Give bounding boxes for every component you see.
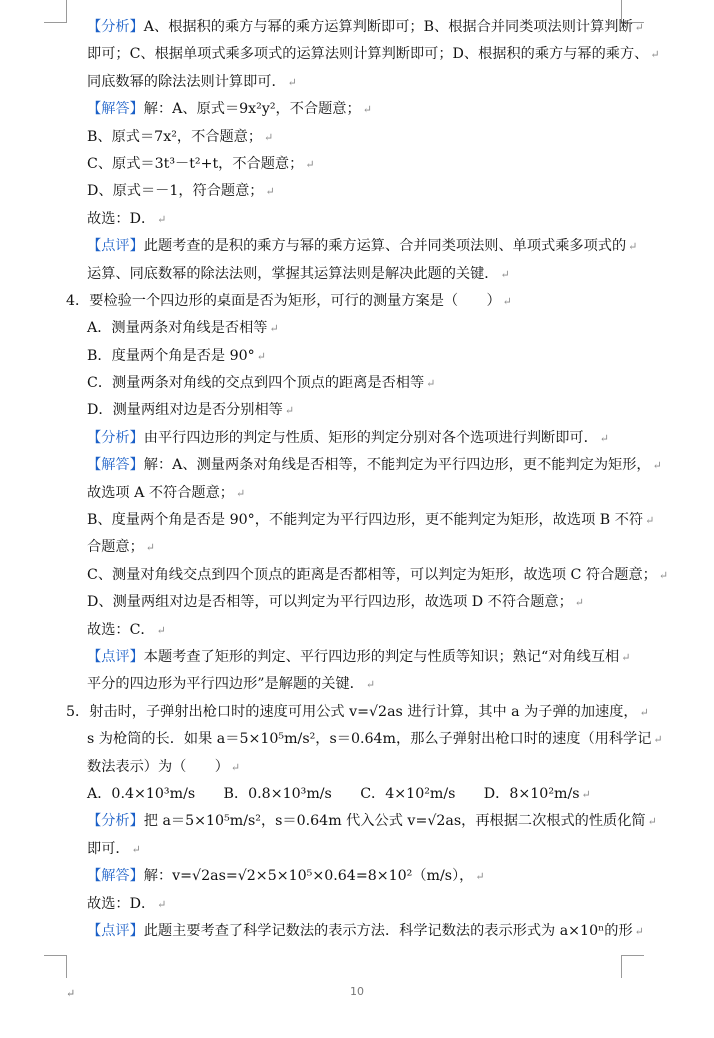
line-text: D．测量两组对边是否分别相等 <box>87 402 283 419</box>
page-number: 10 <box>350 985 364 998</box>
paragraph-mark: ↵ <box>264 130 274 144</box>
line-text: 解：A、测量两条对角线是否相等，不能判定为平行四边形，更不能判定为矩形， <box>143 457 651 474</box>
crop-mark-bottom-left <box>44 955 67 978</box>
line-text: 把 a＝5×10⁵m/s²，s＝0.64m 代入公式 v=√2as，再根据二次根式的性质化简 <box>143 813 646 830</box>
line-text: C．测量两条对角线的交点到四个顶点的距离是否相等 <box>87 375 425 392</box>
paragraph-mark: ↵ <box>131 842 141 856</box>
text-line <box>66 726 663 753</box>
paragraph-mark: ↵ <box>645 514 655 528</box>
text-line <box>66 261 632 288</box>
text-line <box>66 589 632 616</box>
text-line <box>66 206 632 233</box>
text-line <box>66 534 632 561</box>
line-text: B、原式＝7x²，不合题意； <box>87 128 263 145</box>
text-line <box>66 836 632 863</box>
paragraph-mark: ↵ <box>287 75 297 89</box>
paragraph-mark: ↵ <box>599 431 609 445</box>
paragraph-mark: ↵ <box>235 486 246 500</box>
paragraph-mark: ↵ <box>145 541 155 555</box>
paragraph-mark: ↵ <box>502 294 512 308</box>
text-line <box>66 507 655 534</box>
text-line <box>66 69 632 96</box>
paragraph-mark: ↵ <box>650 48 660 62</box>
section-tag: 【点评】 <box>87 238 144 255</box>
line-text: 解：A、原式＝9x²y²，不合题意； <box>143 101 361 118</box>
text-line <box>66 96 632 123</box>
text-line <box>66 151 632 178</box>
text-line <box>66 178 632 205</box>
text-line <box>66 808 657 835</box>
text-line <box>66 452 662 479</box>
section-tag: 【分析】 <box>87 19 144 35</box>
line-text: 解：v=√2as=√2×5×10⁵×0.64=8×10²（m/s）， <box>143 868 474 885</box>
paragraph-mark: ↵ <box>621 650 631 664</box>
section-tag: 【点评】 <box>87 648 144 665</box>
section-tag: 【点评】 <box>87 922 144 939</box>
paragraph-mark: ↵ <box>639 705 649 719</box>
text-line <box>66 644 632 671</box>
paragraph-mark: ↵ <box>256 349 266 363</box>
line-text: D、测量两组对边是否相等，可以判定为平行四边形，故选项 D 不符合题意； <box>87 594 573 611</box>
text-line <box>66 891 632 918</box>
line-text: C、测量对角线交点到四个顶点的距离是否都相等，可以判定为矩形，故选项 C 符合题意； <box>87 566 657 583</box>
paragraph-mark: ↵ <box>362 103 372 117</box>
line-text: A、根据积的乘方与幂的乘方运算判断即可；B、根据合并同类项法则计算判断 <box>143 19 633 35</box>
document-page <box>66 14 669 945</box>
paragraph-mark: ↵ <box>157 212 167 226</box>
text-line <box>66 918 644 945</box>
text-line <box>66 41 660 68</box>
text-line <box>66 754 632 781</box>
line-text: 平分的四边形为平行四边形”是解题的关键． <box>87 676 364 693</box>
line-text: 同底数幂的除法法则计算即可． <box>87 73 286 90</box>
paragraph-mark: ↵ <box>284 404 295 418</box>
paragraph-mark: ↵ <box>230 760 241 774</box>
paragraph-mark: ↵ <box>658 568 669 582</box>
paragraph-mark: ↵ <box>647 815 657 829</box>
section-tag: 【分析】 <box>87 429 144 446</box>
paragraph-mark: ↵ <box>653 733 663 747</box>
line-text: 5．射击时，子弹射出枪口时的速度可用公式 v=√2as 进行计算，其中 a 为子弹的加速度， <box>66 703 638 720</box>
text-line <box>66 233 638 260</box>
line-text: 数法表示）为（ ） <box>87 758 229 775</box>
text-line <box>66 562 669 589</box>
section-tag: 【解答】 <box>87 457 144 474</box>
paragraph-mark: ↵ <box>581 787 591 801</box>
text-line <box>66 288 632 315</box>
text-line <box>66 617 632 644</box>
paragraph-mark: ↵ <box>628 240 638 254</box>
paragraph-mark: ↵ <box>265 185 275 199</box>
text-line <box>66 425 632 452</box>
line-text: D、原式＝－1，符合题意； <box>87 183 264 200</box>
paragraph-mark: ↵ <box>574 596 584 610</box>
section-tag: 【解答】 <box>87 868 144 885</box>
line-text: 故选：C． <box>87 621 155 638</box>
line-text: C、原式＝3t³－t²+t，不合题意； <box>87 155 304 172</box>
section-tag: 【分析】 <box>87 813 144 830</box>
text-line <box>66 315 632 342</box>
line-text: 运算、同底数幂的除法法则，掌握其运算法则是解决此题的关键． <box>87 265 499 282</box>
line-text: 本题考查了矩形的判定、平行四边形的判定与性质等知识；熟记“对角线互相 <box>143 648 620 665</box>
line-text: 此题主要考查了科学记数法的表示方法．科学记数法的表示形式为 a×10ⁿ的形 <box>143 922 633 939</box>
line-text: B、度量两个角是否是 90°，不能判定为平行四边形，更不能判定为矩形，故选项 B 不符 <box>87 512 644 529</box>
paragraph-mark: ↵ <box>475 870 485 884</box>
text-line <box>66 671 632 698</box>
line-text: 故选：D． <box>87 210 156 227</box>
line-text: s 为枪筒的长．如果 a＝5×10⁵m/s²，s＝0.64m，那么子弹射出枪口时的速度（用科学记 <box>87 731 652 748</box>
text-line <box>66 14 644 41</box>
line-text: 故选：D． <box>87 895 156 912</box>
line-text: 即可；C、根据单项式乘多项式的运算法则计算判断即可；D、根据积的乘方与幂的乘方、 <box>87 46 649 63</box>
section-tag: 【解答】 <box>87 101 144 118</box>
crop-mark-top-left <box>44 0 67 23</box>
text-line <box>66 480 632 507</box>
line-text: A．测量两条对角线是否相等 <box>87 320 268 337</box>
line-text: 合题意； <box>87 539 144 556</box>
paragraph-mark: ↵ <box>269 322 279 336</box>
text-line <box>66 343 632 370</box>
paragraph-mark: ↵ <box>500 267 510 281</box>
text-line <box>66 863 632 890</box>
paragraph-mark: ↵ <box>156 623 166 637</box>
paragraph-mark: ↵ <box>157 897 167 911</box>
crop-mark-bottom-right <box>621 955 644 978</box>
paragraph-mark: ↵ <box>365 678 376 692</box>
text-line <box>66 781 632 808</box>
line-text: 此题考查的是积的乘方与幂的乘方运算、合并同类项法则、单项式乘多项式的 <box>143 238 627 255</box>
text-line <box>66 699 649 726</box>
paragraph-mark: ↵ <box>66 987 76 1000</box>
paragraph-mark: ↵ <box>652 459 662 473</box>
paragraph-mark: ↵ <box>426 377 436 391</box>
text-line <box>66 397 632 424</box>
line-text: 即可． <box>87 840 130 857</box>
paragraph-mark: ↵ <box>634 21 644 34</box>
text-line <box>66 370 632 397</box>
text-line <box>66 124 632 151</box>
line-text: B．度量两个角是否是 90° <box>87 347 255 364</box>
line-text: A．0.4×10³m/s B．0.8×10³m/s C．4×10²m/s D．8×10²m/s <box>87 785 580 802</box>
line-text: 由平行四边形的判定与性质、矩形的判定分别对各个选项进行判断即可． <box>143 429 598 446</box>
line-text: 4．要检验一个四边形的桌面是否为矩形，可行的测量方案是（ ） <box>66 292 501 309</box>
paragraph-mark: ↵ <box>634 924 644 938</box>
line-text: 故选项 A 不符合题意； <box>87 484 234 501</box>
paragraph-mark: ↵ <box>305 157 315 171</box>
